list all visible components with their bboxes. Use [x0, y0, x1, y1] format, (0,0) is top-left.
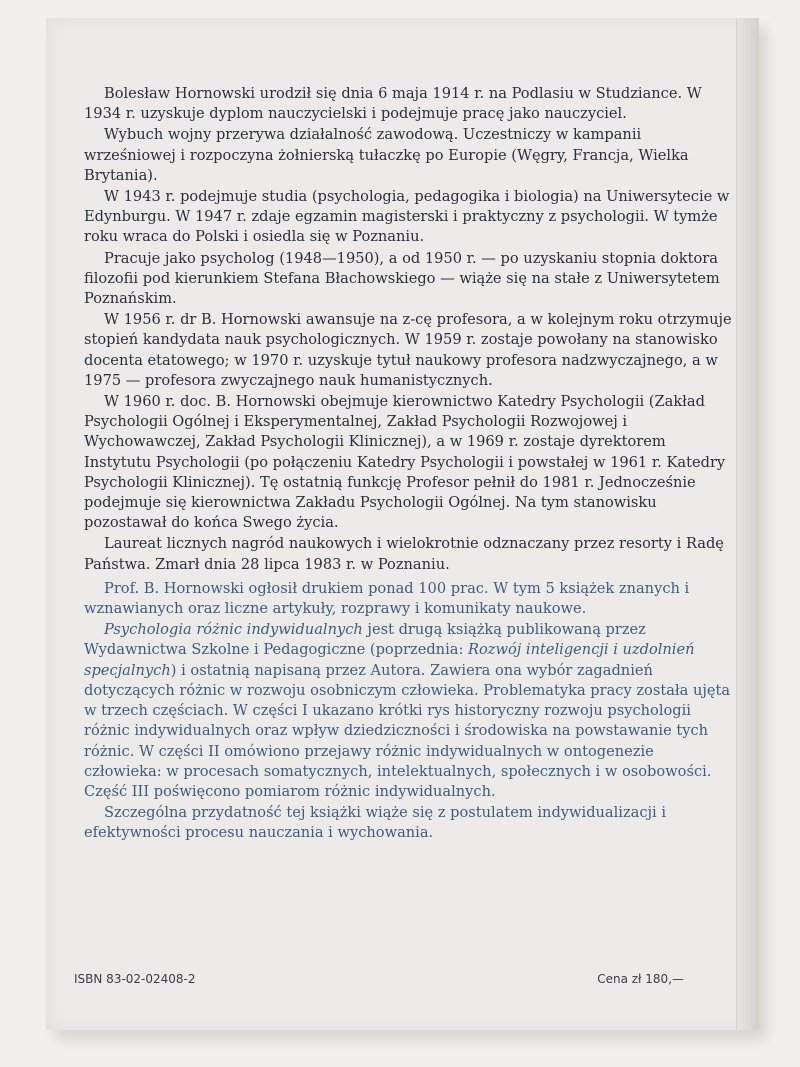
bio-paragraph-1: Bolesław Hornowski urodził się dnia 6 maja 1914 r. na Podlasiu w Studziance. W 1934 r. uzyskuje dyplom nauczycielski i podejmuje pracę jako nauczyciel. [84, 85, 702, 123]
bio-paragraph-6: W 1960 r. doc. B. Hornowski obejmuje kierownictwo Katedry Psychologii (Zakład Psychologii Ogólnej i Eksperymentalnej, Zakład Psychologii Rozwojowej i Wychowawczej, Zakład Psychologii Klinicznej), a w 1969 r. zostaje dyrektorem Instytutu Psychologii (po połączeniu Katedry Psychologii i powstałej w 1961 r. Katedry Psychologii Klinicznej). Tę ostatnią funkcję Profesor pełnił do 1981 r. Jednocześnie podejmuje się kierownictwa Zakładu Psychologii Ogólnej. Na tym stanowisku pozostawał do końca Swego życia. [84, 393, 726, 532]
bio-paragraph-3: W 1943 r. podejmuje studia (psychologia, pedagogika i biologia) na Uniwersytecie w Edynburgu. W 1947 r. zdaje egzamin magisterski i praktyczny z psychologii. W tymże roku wraca do Polski i osiedla się w Poznaniu. [84, 188, 730, 246]
cover-text [84, 84, 734, 845]
price-label: Cena zł 180,— [597, 972, 684, 986]
bio-paragraph-5: W 1956 r. dr B. Hornowski awansuje na z-cę profesora, a w kolejnym roku otrzymuje stopień kandydata nauk psychologicznych. W 1959 r. zostaje powołany na stanowisko docenta etatowego; w 1970 r. uzyskuje tytuł naukowy profesora nadzwyczajnego, a w 1975 — profesora zwyczajnego nauk humanistycznych. [84, 311, 732, 389]
book-title: Psychologia różnic indywidualnych [104, 621, 363, 639]
book-paragraph-2 [84, 620, 734, 802]
book-paragraph-1: Prof. B. Hornowski ogłosił drukiem ponad 100 prac. W tym 5 książek znanych i wznawianych oraz liczne artykuły, rozprawy i komunikaty naukowe. [84, 579, 690, 618]
previous-book-title: Rozwój inteligencji i uzdolnień specjalnych [84, 641, 695, 679]
book-paragraph-3: Szczególna przydatność tej książki wiąże się z postulatem indywidualizacji i efektywności procesu nauczania i wychowania. [84, 804, 667, 842]
bio-paragraph-7: Laureat licznych nagród naukowych i wielokrotnie odznaczany przez resorty i Radę Państwa. Zmarł dnia 28 lipca 1983 r. w Poznaniu. [84, 535, 724, 573]
bio-paragraph-4: Pracuje jako psycholog (1948—1950), a od 1950 r. — po uzyskaniu stopnia doktora filozofii pod kierunkiem Stefana Błachowskiego — wiąże się na stałe z Uniwersytetem Poznańskim. [84, 249, 720, 308]
bio-paragraph-2: Wybuch wojny przerywa działalność zawodową. Uczestniczy w kampanii wrześniowej i rozpoczyna żołnierską tułaczkę po Europie (Węgry, Francja, Wielka Brytania). [84, 126, 689, 184]
book-spine [736, 18, 759, 1030]
book-paragraph-2-part-b: ) i ostatnią napisaną przez Autora. Zawiera ona wybór zagadnień dotyczących różnic w rozwoju osobniczym człowieka. Problematyka pracy została ujęta w trzech częściach. W części I ukazano krótki rys historyczny rozwoju psychologii różnic indywidualnych oraz wpływ dziedziczności i środowiska na powstawanie tych różnic. W części II omówiono przejawy różnic indywidualnych w ontogenezie człowieka: w procesach somatycznych, intelektualnych, społecznych i w osobowości. Część III poświęcono pomiarom różnic indywidualnych. [84, 661, 731, 800]
isbn-label: ISBN 83-02-02408-2 [74, 972, 196, 986]
book-back-cover [46, 18, 758, 1030]
book-paragraph-2-part-a: jest drugą książką publikowaną przez Wydawnictwa Szkolne i Pedagogiczne (poprzednia: [84, 621, 646, 659]
